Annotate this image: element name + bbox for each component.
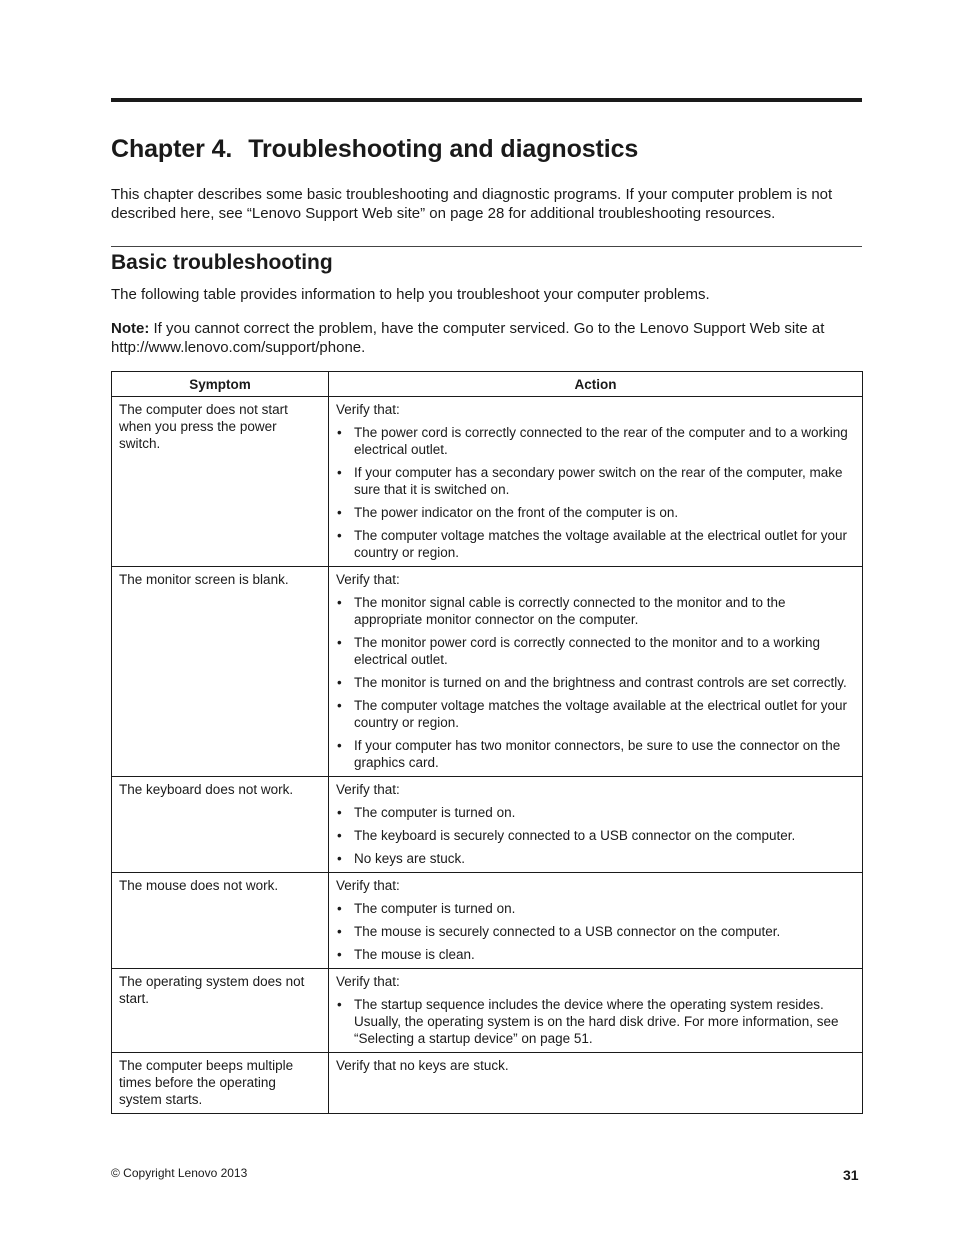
list-item-text: If your computer has a secondary power switch on the rear of the computer, make sure that it is switched on. <box>354 465 843 497</box>
verify-text: Verify that: <box>336 782 400 797</box>
bullet-icon: • <box>337 425 342 440</box>
bullet-icon: • <box>337 901 342 916</box>
action-cell <box>329 567 863 777</box>
list-item-text: The mouse is clean. <box>354 947 475 962</box>
list-item-text: The monitor signal cable is correctly connected to the monitor and to the appropriate monitor connector on the computer. <box>354 595 786 627</box>
list-item-text: The keyboard is securely connected to a USB connector on the computer. <box>354 828 796 843</box>
list-item-text: The monitor power cord is correctly connected to the monitor and to a working electrical outlet. <box>354 635 820 667</box>
list-item <box>336 697 855 731</box>
list-item-text: The computer voltage matches the voltage available at the electrical outlet for your country or region. <box>354 698 848 730</box>
list-item-text: The mouse is securely connected to a USB connector on the computer. <box>354 924 781 939</box>
list-item <box>336 674 855 691</box>
section-title: Basic troubleshooting <box>111 251 333 274</box>
note-label: Note: <box>111 320 150 337</box>
bullet-icon: • <box>337 465 342 480</box>
symptom-cell: The computer beeps multiple times before the operating system starts. <box>112 1053 329 1114</box>
action-cell <box>329 777 863 873</box>
action-list <box>336 594 855 771</box>
bullet-icon: • <box>337 528 342 543</box>
troubleshooting-table <box>111 371 863 1114</box>
symptom-cell: The monitor screen is blank. <box>112 567 329 777</box>
list-item <box>336 804 855 821</box>
chapter-intro: This chapter describes some basic troubleshooting and diagnostic programs. If your computer problem is not described here, see “Lenovo Support Web site” on page 28 for additional troubleshooting resources. <box>111 186 833 222</box>
action-cell <box>329 873 863 969</box>
list-item-text: The monitor is turned on and the brightness and contrast controls are set correctly. <box>354 675 847 690</box>
bullet-icon: • <box>337 805 342 820</box>
table-row <box>112 567 863 777</box>
bullet-icon: • <box>337 738 342 753</box>
table-row <box>112 969 863 1053</box>
bullet-icon: • <box>337 947 342 962</box>
symptom-cell: The computer does not start when you press the power switch. <box>112 397 329 567</box>
page-number: 31 <box>843 1167 859 1183</box>
verify-text: Verify that: <box>336 878 400 893</box>
action-cell <box>329 397 863 567</box>
action-cell <box>329 969 863 1053</box>
list-item <box>336 594 855 628</box>
verify-text: Verify that: <box>336 974 400 989</box>
chapter-top-rule <box>111 98 862 102</box>
bullet-icon: • <box>337 595 342 610</box>
verify-text: Verify that: <box>336 572 400 587</box>
verify-text: Verify that no keys are stuck. <box>336 1058 509 1073</box>
note-paragraph <box>111 319 862 357</box>
list-item <box>336 850 855 867</box>
verify-text: Verify that: <box>336 402 400 417</box>
bullet-icon: • <box>337 675 342 690</box>
list-item <box>336 737 855 771</box>
footer-copyright: © Copyright Lenovo 2013 <box>111 1166 248 1180</box>
list-item <box>336 900 855 917</box>
table-row <box>112 777 863 873</box>
action-cell <box>329 1053 863 1114</box>
list-item-text: No keys are stuck. <box>354 851 466 866</box>
action-list <box>336 996 855 1047</box>
bullet-icon: • <box>337 997 342 1012</box>
header-action: Action <box>329 372 863 397</box>
header-symptom: Symptom <box>112 372 329 397</box>
list-item <box>336 634 855 668</box>
bullet-icon: • <box>337 828 342 843</box>
list-item <box>336 827 855 844</box>
list-item <box>336 946 855 963</box>
note-text: If you cannot correct the problem, have the computer serviced. Go to the Lenovo Support Web site at http://www.lenovo.com/support/phone. <box>111 320 825 356</box>
list-item <box>336 527 855 561</box>
action-list <box>336 424 855 561</box>
table-row <box>112 1053 863 1114</box>
list-item-text: The computer is turned on. <box>354 805 516 820</box>
list-item <box>336 464 855 498</box>
list-item-text: The computer is turned on. <box>354 901 516 916</box>
symptom-cell: The mouse does not work. <box>112 873 329 969</box>
section-rule <box>111 246 862 247</box>
chapter-title: Troubleshooting and diagnostics <box>248 135 639 163</box>
bullet-icon: • <box>337 635 342 650</box>
list-item <box>336 923 855 940</box>
bullet-icon: • <box>337 505 342 520</box>
bullet-icon: • <box>337 698 342 713</box>
table-body <box>112 397 863 1114</box>
list-item-text: If your computer has two monitor connectors, be sure to use the connector on the graphics card. <box>354 738 841 770</box>
table-row <box>112 873 863 969</box>
list-item <box>336 504 855 521</box>
table-header-row <box>112 372 863 397</box>
list-item-text: The power cord is correctly connected to the rear of the computer and to a working electrical outlet. <box>354 425 848 457</box>
list-item-text: The power indicator on the front of the computer is on. <box>354 505 679 520</box>
list-item-text: The startup sequence includes the device where the operating system resides. Usually, the operating system is on the hard disk drive. For more information, see “Selecting a startup device” on page 51. <box>354 997 839 1046</box>
symptom-cell: The operating system does not start. <box>112 969 329 1053</box>
section-paragraph: The following table provides information to help you troubleshoot your computer problems. <box>111 286 710 303</box>
symptom-cell: The keyboard does not work. <box>112 777 329 873</box>
list-item-text: The computer voltage matches the voltage available at the electrical outlet for your country or region. <box>354 528 848 560</box>
action-list <box>336 900 855 963</box>
action-list <box>336 804 855 867</box>
list-item <box>336 424 855 458</box>
chapter-heading <box>111 135 638 164</box>
bullet-icon: • <box>337 851 342 866</box>
list-item <box>336 996 855 1047</box>
chapter-number: Chapter 4. <box>111 135 233 163</box>
bullet-icon: • <box>337 924 342 939</box>
table-row <box>112 397 863 567</box>
